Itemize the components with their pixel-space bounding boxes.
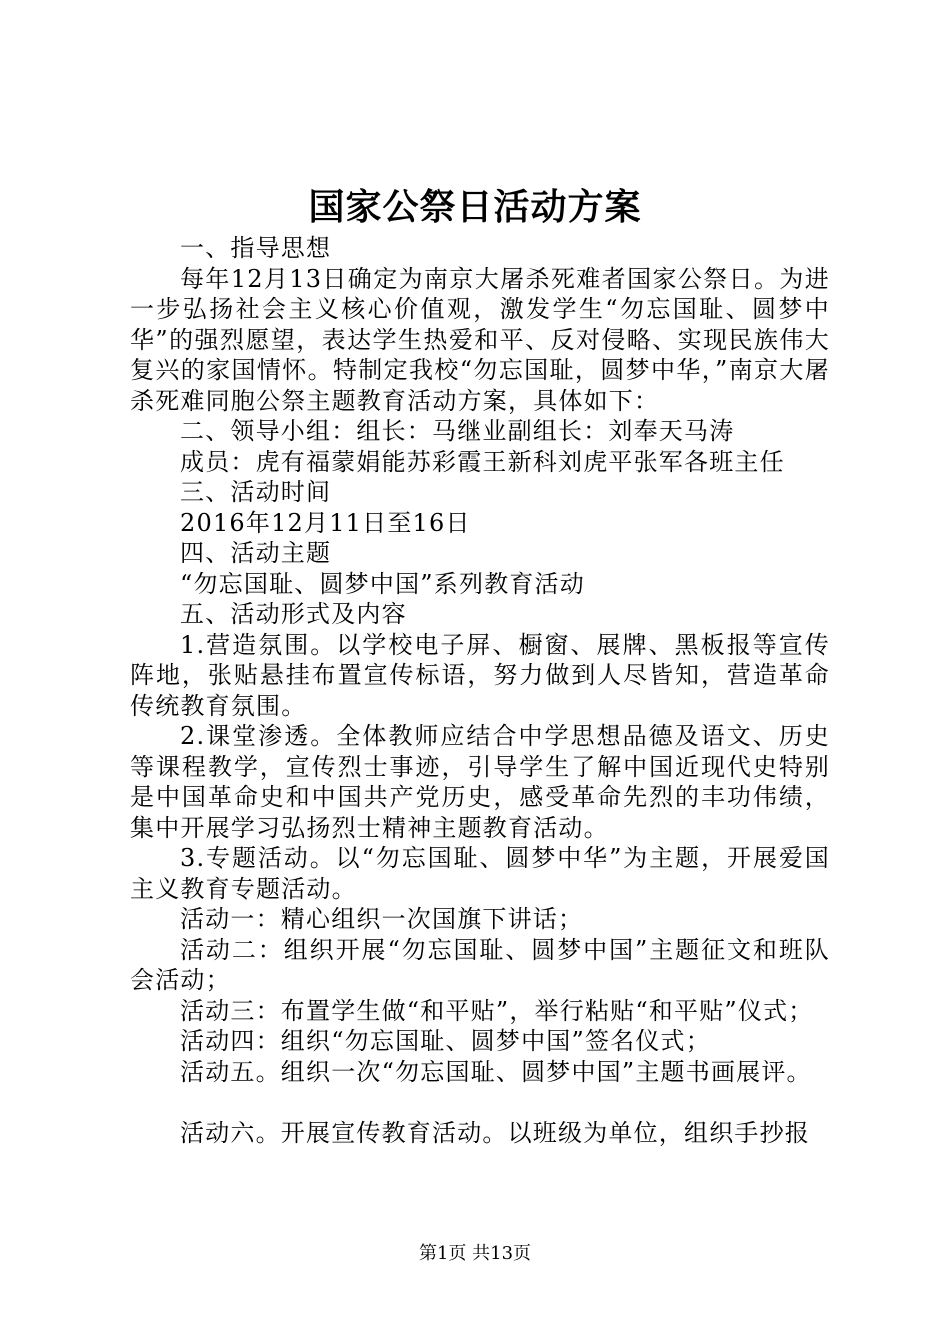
section-heading-guiding-ideology: 一、指导思想 — [180, 234, 332, 262]
activity-1: 活动一：精心组织一次国旗下讲话； — [180, 905, 584, 933]
document-title: 国家公祭日活动方案 — [308, 186, 642, 228]
page-number: 第1页 共13页 — [418, 1243, 532, 1264]
activity-5: 活动五。组织一次“勿忘国耻、圆梦中国”主题书画展评。 — [180, 1057, 812, 1086]
paragraph-item-2: 2.课堂渗透。全体教师应结合中学思想品德及语文、历史等课程教学，宣传烈士事迹，引导学生了解中国近现代史特别是中国革命史和中国共产党历史，感受革命先烈的丰功伟绩，集中开展学习弘扬烈士精神主题教育活动。 — [130, 722, 830, 842]
activity-4: 活动四：组织“勿忘国耻、圆梦中国”签名仪式； — [180, 1027, 711, 1055]
paragraph-introduction: 每年12月13日确定为南京大屠杀死难者国家公祭日。为进一步弘扬社会主义核心价值观，激发学生“勿忘国耻、圆梦中华”的强烈愿望，表达学生热爱和平、反对侵略、实现民族伟大复兴的家国情怀。特制定我校“勿忘国耻，圆梦中华，”南京大屠杀死难同胞公祭主题教育活动方案，具体如下： — [130, 264, 830, 415]
section-heading-activity-content: 五、活动形式及内容 — [180, 600, 407, 628]
paragraph-theme: “勿忘国耻、圆梦中国”系列教育活动 — [180, 569, 585, 598]
paragraph-members: 成员：虎有福蒙娟能苏彩霞王新科刘虎平张军各班主任 — [180, 447, 785, 476]
paragraph-gap — [130, 1087, 830, 1118]
paragraph-item-3: 3.专题活动。以“勿忘国耻、圆梦中华”为主题，开展爱国主义教育专题活动。 — [130, 844, 830, 903]
section-heading-activity-time: 三、活动时间 — [180, 478, 332, 506]
paragraph-activity-dates: 2016年12月11日至16日 — [180, 508, 471, 537]
activity-3: 活动三：布置学生做“和平贴”，举行粘贴“和平贴”仪式； — [180, 996, 814, 1025]
section-heading-leadership-group: 二、领导小组：组长：马继业副组长：刘奉天马涛 — [180, 417, 735, 445]
section-heading-activity-theme: 四、活动主题 — [180, 539, 332, 567]
activity-2: 活动二：组织开展“勿忘国耻、圆梦中国”主题征文和班队会活动； — [130, 935, 830, 994]
document-body — [130, 233, 830, 1148]
activity-6: 活动六。开展宣传教育活动。以班级为单位，组织手抄报 — [180, 1118, 810, 1147]
paragraph-item-1: 1.营造氛围。以学校电子屏、橱窗、展牌、黑板报等宣传阵地，张贴悬挂布置宣传标语，努力做到人尽皆知，营造革命传统教育氛围。 — [130, 630, 830, 720]
